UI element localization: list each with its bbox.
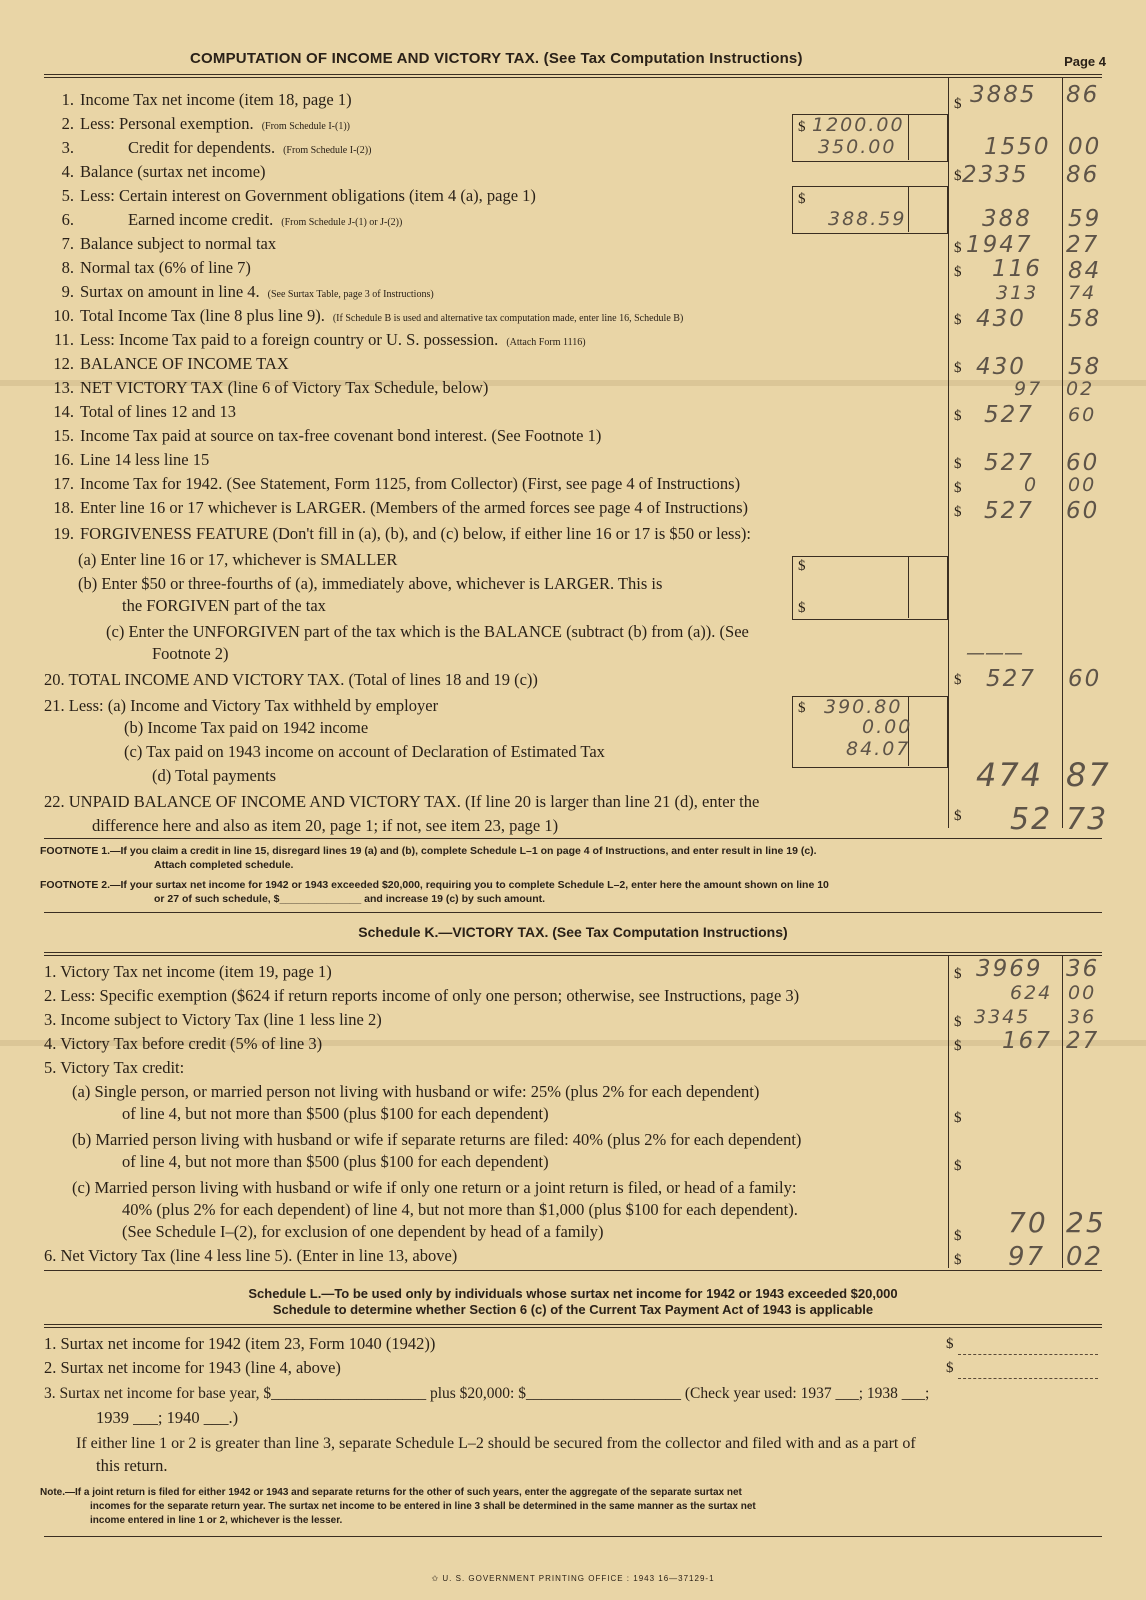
- line-21a: 21. Less: (a) Income and Victory Tax withheld by employer: [44, 696, 439, 715]
- line-16: 16. Line 14 less line 15: [53, 450, 210, 469]
- hw-line-14: 527: [984, 402, 1034, 428]
- hw-line-12-cents: 58: [1068, 354, 1102, 380]
- schedule-k-title: Schedule K.—VICTORY TAX. (See Tax Computation Instructions): [358, 924, 788, 940]
- dollar-sign: $: [954, 168, 962, 184]
- k-line-5a: (a) Single person, or married person not living with husband or wife: 25% (plus 2% for each dependent): [72, 1082, 760, 1101]
- line-17: 17. Income Tax for 1942. (See Statement, Form 1125, from Collector) (First, see page 4 of Instructions): [53, 474, 741, 493]
- k-line-1: 1. Victory Tax net income (item 19, page 1): [44, 962, 332, 981]
- dollar-sign: $: [954, 1228, 962, 1244]
- hw-line-22: 52: [1010, 802, 1053, 837]
- line-5: 5. Less: Certain interest on Government obligations (item 4 (a), page 1): [61, 186, 536, 205]
- dollar-sign: $: [798, 700, 806, 716]
- line-14: 14. Total of lines 12 and 13: [53, 402, 237, 421]
- line-21c: (c) Tax paid on 1943 income on account of Declaration of Estimated Tax: [124, 742, 605, 761]
- line-19: 19. FORGIVENESS FEATURE (Don't fill in (a), (b), and (c) below, if either line 16 or 17 is $50 or less):: [53, 524, 751, 543]
- hw-line-20-cents: 60: [1068, 666, 1102, 692]
- hw-k-line-4: 167: [1002, 1028, 1052, 1054]
- k-line-5c-cont2: (See Schedule I–(2), for exclusion of one dependent by head of a family): [122, 1222, 604, 1241]
- dollar-sign: $: [798, 558, 806, 574]
- l-line-2-blank: [958, 1378, 1098, 1379]
- l-line-1: 1. Surtax net income for 1942 (item 23, Form 1040 (1942)): [44, 1334, 436, 1353]
- hw-line-16: 527: [984, 450, 1034, 476]
- hw-k-line-2-cents: 00: [1068, 982, 1097, 1004]
- dollar-sign: $: [954, 504, 962, 520]
- line-22-cont: difference here and also as item 20, page 1; if not, see item 23, page 1): [92, 816, 559, 835]
- hw-line-9-cents: 74: [1068, 282, 1097, 304]
- hw-k-line-4-cents: 27: [1066, 1028, 1100, 1054]
- hw-k-line-5c-cents: 25: [1066, 1206, 1106, 1239]
- hw-line-4-cents: 86: [1066, 162, 1100, 188]
- hw-line-9: 313: [996, 282, 1039, 304]
- line-4: 4. Balance (surtax net income): [61, 162, 266, 181]
- hw-line-6-total: 388: [982, 206, 1032, 232]
- line-15: 15. Income Tax paid at source on tax-free covenant bond interest. (See Footnote 1): [53, 426, 602, 445]
- hw-line-13: 97: [1014, 378, 1043, 400]
- k-line-5b-cont: of line 4, but not more than $500 (plus $100 for each dependent): [122, 1152, 549, 1171]
- dollar-sign: $: [954, 312, 962, 328]
- hw-line-22-cents: 73: [1066, 802, 1109, 837]
- page-number: Page 4: [1064, 54, 1106, 69]
- line-22: 22. UNPAID BALANCE OF INCOME AND VICTORY TAX. (If line 20 is larger than line 21 (d), enter the: [44, 792, 760, 811]
- header-rule: [44, 74, 1102, 78]
- hw-line-3: 350.00: [818, 136, 897, 158]
- dollar-sign: $: [798, 119, 806, 135]
- line-13: 13. NET VICTORY TAX (line 6 of Victory Tax Schedule, below): [53, 378, 489, 397]
- hw-line-8-cents: 84: [1068, 258, 1102, 284]
- hw-line-21d-cents: 87: [1066, 756, 1111, 794]
- footnote-1: FOOTNOTE 1.—If you claim a credit in line 15, disregard lines 19 (a) and (b), complete Schedule L–1 on page 4 of Instructions, and enter result in line 19 (c). Attach completed schedule.: [40, 845, 817, 871]
- k-line-5: 5. Victory Tax credit:: [44, 1058, 185, 1077]
- line-18: 18. Enter line 16 or 17 whichever is LARGER. (Members of the armed forces see page 4 of Instructions): [53, 498, 749, 517]
- dollar-sign: $: [954, 1110, 962, 1126]
- l-line-3: 3. Surtax net income for base year, $____________________ plus $20,000: $____________________ (Check year used: 1937 ___; 1938 ___;: [44, 1385, 930, 1402]
- k-line-5c: (c) Married person living with husband or wife if only one return or a joint return is filed, or head of a family:: [72, 1178, 797, 1197]
- hw-line-1-cents: 86: [1066, 82, 1100, 108]
- hw-line-17-cents: 00: [1068, 474, 1097, 496]
- k-line-6: 6. Net Victory Tax (line 4 less line 5). (Enter in line 13, above): [44, 1246, 458, 1265]
- line-19c-cont: Footnote 2): [152, 644, 229, 663]
- line-1: 1. Income Tax net income (item 18, page 1): [61, 90, 352, 109]
- hw-line-21b: 0.00: [862, 716, 913, 738]
- dollar-sign: $: [954, 966, 962, 982]
- dollar-sign: $: [954, 456, 962, 472]
- cents-column-border: [1062, 78, 1063, 828]
- line-11: 11. Less: Income Tax paid to a foreign country or U. S. possession. (Attach Form 1116): [53, 330, 586, 349]
- line-19c: (c) Enter the UNFORGIVEN part of the tax which is the BALANCE (subtract (b) from (a)). (See: [106, 622, 749, 641]
- dollar-sign: $: [954, 1014, 962, 1030]
- section-rule: [44, 838, 1102, 839]
- dollar-sign: $: [954, 1158, 962, 1174]
- hw-line-21c: 84.07: [846, 738, 911, 760]
- line-9: 9. Surtax on amount in line 4. (See Surtax Table, page 3 of Instructions): [61, 282, 434, 301]
- hw-line-17: 0: [1024, 474, 1039, 496]
- hw-line-2: 1200.00: [812, 114, 905, 136]
- footnote-2: FOOTNOTE 2.—If your surtax net income for 1942 or 1943 exceeded $20,000, requiring you to complete Schedule L–2, enter here the amount shown on line 10 or 27 of such schedule, $______________ and increase 19 (c) by such amount.: [40, 879, 829, 905]
- hw-line-10-cents: 58: [1068, 306, 1102, 332]
- hw-line-18: 527: [984, 498, 1034, 524]
- k-line-5a-cont: of line 4, but not more than $500 (plus $100 for each dependent): [122, 1104, 549, 1123]
- l-line-2: 2. Surtax net income for 1943 (line 4, above): [44, 1358, 341, 1377]
- amount-column-border: [948, 78, 949, 828]
- dollar-sign: $: [946, 1360, 954, 1376]
- interest-box-divider: [908, 186, 909, 232]
- dollar-sign: $: [954, 1252, 962, 1268]
- hw-line-7: 1947: [966, 232, 1033, 258]
- l-line-1-blank: [958, 1354, 1098, 1355]
- schedule-l-subtitle: Schedule to determine whether Section 6 (c) of the Current Tax Payment Act of 1943 is applicable: [272, 1302, 874, 1317]
- hw-line-4: 2335: [962, 162, 1029, 188]
- k-line-5c-cont: 40% (plus 2% for each dependent) of line 4, but not more than $1,000 (plus $100 for each dependent).: [122, 1200, 798, 1219]
- hw-line-13-cents: 02: [1066, 378, 1095, 400]
- exemption-box-divider: [908, 114, 909, 160]
- bottom-rule: [44, 1536, 1102, 1537]
- hw-k-line-1-cents: 36: [1066, 956, 1100, 982]
- line-7: 7. Balance subject to normal tax: [61, 234, 277, 253]
- handwritten-dash: ———: [966, 642, 1023, 664]
- line-20: 20. TOTAL INCOME AND VICTORY TAX. (Total of lines 18 and 19 (c)): [44, 670, 538, 689]
- hw-line-10: 430: [976, 306, 1026, 332]
- hw-line-7-cents: 27: [1066, 232, 1100, 258]
- line-3: 3. Credit for dependents. (From Schedule I-(2)): [61, 138, 372, 157]
- dollar-sign: $: [954, 808, 962, 824]
- k-line-4: 4. Victory Tax before credit (5% of line 3): [44, 1034, 323, 1053]
- hw-line-3-total-cents: 00: [1068, 134, 1102, 160]
- line-21b: (b) Income Tax paid on 1942 income: [124, 718, 369, 737]
- k-line-5b: (b) Married person living with husband or wife if separate returns are filed: 40% (plus 2% for each dependent): [72, 1130, 802, 1149]
- line-2: 2. Less: Personal exemption. (From Schedule I-(1)): [61, 114, 350, 133]
- form-header: [40, 46, 1106, 74]
- section-rule: [44, 912, 1102, 913]
- l-instruction-cont: this return.: [96, 1456, 168, 1475]
- hw-line-6: 388.59: [828, 208, 907, 230]
- hw-k-line-1: 3969: [976, 956, 1043, 982]
- dollar-sign: $: [954, 408, 962, 424]
- form-title: COMPUTATION OF INCOME AND VICTORY TAX. (See Tax Computation Instructions): [190, 50, 803, 67]
- line-8: 8. Normal tax (6% of line 7): [61, 258, 251, 277]
- schedule-k-rule: [44, 952, 1102, 956]
- schedule-l-note: Note.—If a joint return is filed for either 1942 or 1943 and separate returns for the other of such years, enter the aggregate of the separate surtax net incomes for the separate return year. The surtax net income to be entered in line 3 shall be determined in the same manner as the surtax net income entered in line 1 or 2, whichever is the lesser.: [40, 1487, 756, 1526]
- hw-k-line-3: 3345: [974, 1006, 1031, 1028]
- hw-line-8: 116: [992, 256, 1042, 282]
- dollar-sign: $: [954, 672, 962, 688]
- dollar-sign: $: [954, 1038, 962, 1054]
- hw-line-18-cents: 60: [1066, 498, 1100, 524]
- line-19b-cont: the FORGIVEN part of the tax: [122, 596, 326, 615]
- k-line-3: 3. Income subject to Victory Tax (line 1 less line 2): [44, 1010, 382, 1029]
- hw-k-line-2: 624: [1010, 982, 1053, 1004]
- k-cents-column-border: [1062, 956, 1063, 1268]
- dollar-sign: $: [954, 240, 962, 256]
- hw-line-20: 527: [986, 666, 1036, 692]
- hw-line-14-cents: 60: [1068, 404, 1097, 426]
- line-21d: (d) Total payments: [152, 766, 277, 785]
- printing-office-imprint: ✩ U. S. GOVERNMENT PRINTING OFFICE : 1943 16—37129-1: [431, 1574, 715, 1583]
- schedule-l-rule: [44, 1324, 1102, 1328]
- hw-line-21d: 474: [976, 756, 1044, 794]
- line-12: 12. BALANCE OF INCOME TAX: [53, 354, 289, 373]
- dollar-sign: $: [954, 264, 962, 280]
- dollar-sign: $: [946, 1336, 954, 1352]
- schedule-l-title: Schedule L.—To be used only by individuals whose surtax net income for 1942 or 1943 exceeded $20,000: [248, 1286, 898, 1301]
- section-rule: [44, 1270, 1102, 1271]
- hw-line-21a: 390.80: [824, 696, 903, 718]
- k-line-2: 2. Less: Specific exemption ($624 if return reports income of only one person; otherwise, see Instructions, page 3): [44, 986, 800, 1005]
- hw-line-6-total-cents: 59: [1068, 206, 1102, 232]
- l-line-3-cont: 1939 ___; 1940 ___.): [96, 1408, 239, 1427]
- hw-k-line-5c: 70: [1008, 1206, 1048, 1239]
- dollar-sign: $: [954, 96, 962, 112]
- hw-k-line-6-cents: 02: [1066, 1242, 1104, 1272]
- line-6: 6. Earned income credit. (From Schedule J-(1) or J-(2)): [61, 210, 403, 229]
- line-19b: (b) Enter $50 or three-fourths of (a), immediately above, whichever is LARGER. This is: [78, 574, 663, 593]
- hw-k-line-6: 97: [1008, 1242, 1046, 1272]
- hw-line-3-total: 1550: [984, 134, 1051, 160]
- hw-line-12: 430: [976, 354, 1026, 380]
- dollar-sign: $: [954, 480, 962, 496]
- l-instruction: If either line 1 or 2 is greater than line 3, separate Schedule L–2 should be secured from the collector and filed with and as a part of: [76, 1435, 916, 1452]
- dollar-sign: $: [798, 600, 806, 616]
- hw-line-1: 3885: [970, 82, 1037, 108]
- dollar-sign: $: [954, 360, 962, 376]
- hw-k-line-3-cents: 36: [1068, 1006, 1097, 1028]
- dollar-sign: $: [798, 191, 806, 207]
- hw-line-16-cents: 60: [1066, 450, 1100, 476]
- line-19a: (a) Enter line 16 or 17, whichever is SMALLER: [78, 550, 398, 569]
- line-10: 10. Total Income Tax (line 8 plus line 9). (If Schedule B is used and alternative tax computation made, enter line 16, Schedule B): [53, 306, 684, 325]
